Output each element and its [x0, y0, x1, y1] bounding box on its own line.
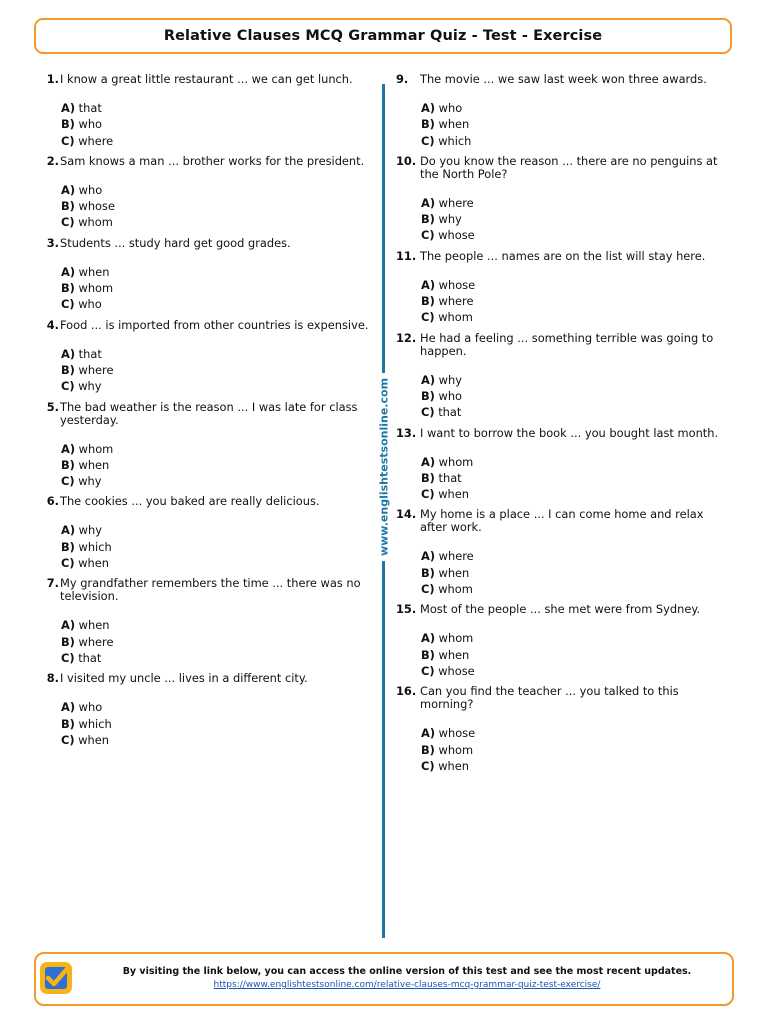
question-stem	[34, 495, 369, 508]
question-stem	[34, 155, 369, 168]
question-text: The people ... names are on the list will stay here.	[420, 248, 706, 263]
question-number: 2.	[46, 153, 59, 168]
question-item	[34, 155, 369, 231]
title-banner	[34, 18, 732, 54]
question-stem	[396, 427, 731, 440]
question-stem	[34, 73, 369, 86]
question-item	[34, 577, 369, 666]
option-letter: B)	[61, 539, 75, 554]
answer-options	[34, 346, 369, 395]
answer-options	[396, 372, 731, 421]
answer-option[interactable]	[421, 454, 731, 470]
option-text: whose	[438, 726, 476, 741]
question-stem	[396, 508, 731, 534]
option-letter: C)	[421, 133, 435, 148]
answer-options	[34, 522, 369, 571]
answer-option[interactable]	[61, 650, 369, 666]
question-number: 8.	[46, 671, 59, 686]
option-letter: B)	[421, 388, 435, 403]
option-letter: B)	[421, 294, 435, 309]
option-text: whom	[438, 582, 473, 597]
option-letter: C)	[61, 474, 75, 489]
option-letter: A)	[61, 182, 76, 197]
answer-option[interactable]	[421, 227, 731, 243]
answer-options	[396, 548, 731, 597]
option-text: whose	[78, 199, 115, 214]
answer-option[interactable]	[61, 378, 369, 394]
answer-option[interactable]	[421, 372, 731, 388]
question-number: 11.	[396, 248, 417, 263]
answer-option[interactable]	[61, 617, 369, 633]
option-text: whose	[438, 277, 476, 292]
option-text: that	[78, 101, 102, 115]
option-text: whose	[438, 663, 475, 678]
answer-option[interactable]	[421, 647, 731, 663]
option-letter: B)	[61, 199, 75, 214]
answer-option[interactable]	[421, 116, 731, 132]
answer-option[interactable]	[421, 581, 731, 597]
option-letter: B)	[61, 117, 75, 132]
option-letter: C)	[421, 663, 435, 678]
option-text: whom	[438, 454, 474, 469]
checkbox-check-icon	[40, 962, 72, 994]
question-text: The bad weather is the reason ... I was late for class yesterday.	[60, 399, 358, 427]
answer-option[interactable]	[61, 214, 369, 230]
question-text: My grandfather remembers the time ... there was no television.	[60, 576, 361, 604]
question-stem	[396, 603, 731, 616]
question-item	[396, 603, 731, 679]
question-number: 3.	[46, 235, 59, 250]
answer-options	[396, 277, 731, 326]
answer-option[interactable]	[61, 732, 369, 748]
option-text: when	[78, 732, 109, 747]
question-column-right	[396, 73, 731, 780]
answer-option[interactable]	[421, 100, 731, 116]
question-number: 10.	[396, 153, 417, 168]
answer-option[interactable]	[421, 277, 731, 293]
question-text: Sam knows a man ... brother works for the president.	[60, 153, 365, 168]
question-stem	[396, 250, 731, 263]
option-letter: A)	[421, 454, 436, 469]
answer-option[interactable]	[61, 182, 369, 198]
option-letter: B)	[61, 362, 75, 377]
option-letter: B)	[421, 470, 435, 485]
option-text: that	[78, 650, 102, 665]
option-text: why	[78, 474, 102, 489]
answer-option[interactable]	[61, 634, 369, 650]
option-letter: C)	[61, 556, 75, 571]
option-letter: C)	[421, 310, 435, 325]
question-text: The movie ... we saw last week won three awards.	[420, 72, 707, 86]
option-text: that	[438, 470, 462, 485]
option-text: why	[78, 523, 102, 538]
option-letter: C)	[421, 405, 435, 420]
option-letter: C)	[61, 650, 75, 665]
option-text: which	[78, 539, 112, 554]
answer-options	[34, 182, 369, 231]
option-text: why	[438, 372, 462, 387]
answer-option[interactable]	[61, 457, 369, 473]
option-letter: A)	[61, 101, 76, 115]
option-text: which	[438, 133, 472, 148]
option-letter: A)	[61, 618, 76, 633]
option-text: whom	[438, 742, 474, 757]
question-stem	[396, 332, 731, 358]
answer-option[interactable]	[421, 565, 731, 581]
answer-option[interactable]	[61, 522, 369, 538]
option-text: when	[78, 556, 109, 571]
option-text: when	[438, 487, 469, 502]
question-stem	[34, 319, 369, 332]
option-letter: C)	[421, 758, 435, 773]
option-text: why	[438, 212, 462, 227]
answer-option[interactable]	[421, 309, 731, 325]
option-text: where	[78, 362, 114, 377]
question-item	[396, 155, 731, 244]
question-item	[396, 427, 731, 503]
answer-option[interactable]	[61, 296, 369, 312]
footer-link[interactable]: https://www.englishtestsonline.com/relative-clauses-mcq-grammar-quiz-test-exercise/	[213, 980, 601, 990]
option-letter: C)	[421, 228, 435, 243]
answer-options	[396, 630, 731, 679]
option-letter: B)	[421, 742, 435, 757]
option-letter: A)	[61, 264, 76, 279]
question-text: I want to borrow the book ... you bought last month.	[420, 425, 719, 440]
answer-option[interactable]	[61, 441, 369, 457]
answer-option[interactable]	[61, 198, 369, 214]
question-number: 13.	[396, 425, 417, 440]
option-text: why	[78, 379, 102, 394]
option-letter: A)	[421, 726, 436, 741]
answer-option[interactable]	[421, 663, 731, 679]
option-text: where	[438, 195, 474, 210]
question-item	[34, 73, 369, 149]
answer-option[interactable]	[421, 630, 731, 646]
answer-option[interactable]	[61, 346, 369, 362]
option-text: who	[78, 117, 103, 132]
option-text: who	[78, 297, 102, 312]
question-stem	[34, 237, 369, 250]
answer-options	[396, 100, 731, 149]
option-text: when	[78, 618, 110, 633]
answer-option[interactable]	[61, 716, 369, 732]
question-stem	[34, 672, 369, 685]
answer-option[interactable]	[61, 100, 369, 116]
option-text: who	[78, 182, 103, 197]
answer-option[interactable]	[61, 280, 369, 296]
answer-option[interactable]	[61, 264, 369, 280]
option-letter: A)	[61, 700, 76, 715]
answer-option[interactable]	[61, 699, 369, 715]
question-item	[396, 73, 731, 149]
option-text: who	[78, 700, 103, 715]
question-text: Can you find the teacher ... you talked to this morning?	[420, 684, 679, 712]
option-letter: C)	[61, 215, 75, 230]
question-stem	[34, 577, 369, 603]
answer-option[interactable]	[61, 362, 369, 378]
answer-options	[396, 454, 731, 503]
option-text: that	[438, 405, 462, 420]
page-title: Relative Clauses MCQ Grammar Quiz - Test - Exercise	[163, 28, 603, 44]
answer-option[interactable]	[421, 758, 731, 774]
answer-option[interactable]	[421, 742, 731, 758]
question-number: 16.	[396, 684, 417, 699]
question-number: 4.	[46, 317, 59, 332]
option-letter: A)	[61, 346, 76, 361]
option-text: whom	[78, 215, 113, 230]
answer-option[interactable]	[421, 133, 731, 149]
option-letter: C)	[61, 133, 75, 148]
option-text: which	[78, 716, 112, 731]
question-text: Most of the people ... she met were from Sydney.	[420, 602, 701, 617]
question-text: I visited my uncle ... lives in a different city.	[60, 671, 308, 686]
answer-options	[34, 699, 369, 748]
answer-option[interactable]	[421, 293, 731, 309]
question-item	[34, 401, 369, 490]
option-text: when	[438, 565, 470, 580]
option-text: where	[78, 634, 114, 649]
option-letter: B)	[61, 634, 75, 649]
question-item	[34, 237, 369, 313]
option-letter: B)	[421, 212, 435, 227]
option-text: when	[78, 264, 110, 279]
option-letter: A)	[421, 372, 436, 387]
answer-option[interactable]	[61, 539, 369, 555]
question-item	[396, 508, 731, 597]
option-letter: A)	[421, 101, 436, 115]
option-letter: B)	[421, 117, 435, 132]
question-number: 7.	[46, 576, 59, 591]
option-text: where	[438, 549, 474, 564]
question-text: The cookies ... you baked are really delicious.	[60, 494, 320, 509]
question-number: 6.	[46, 494, 59, 509]
answer-options	[34, 100, 369, 149]
option-text: whom	[438, 310, 473, 325]
option-letter: A)	[421, 195, 436, 210]
question-item	[396, 685, 731, 774]
option-letter: A)	[421, 631, 436, 646]
answer-options	[396, 195, 731, 244]
footer-banner	[34, 952, 734, 1006]
watermark-url: www.englishtestsonline.com	[378, 373, 391, 561]
answer-options	[34, 441, 369, 490]
option-letter: C)	[421, 582, 435, 597]
option-text: when	[78, 457, 110, 472]
option-letter: A)	[61, 441, 76, 456]
option-letter: C)	[61, 732, 75, 747]
answer-option[interactable]	[421, 486, 731, 502]
option-text: when	[438, 647, 470, 662]
question-text: Food ... is imported from other countries is expensive.	[60, 317, 369, 332]
option-text: where	[438, 294, 474, 309]
question-item	[396, 332, 731, 421]
question-column-left	[34, 73, 369, 754]
option-text: who	[438, 101, 463, 115]
option-letter: A)	[421, 549, 436, 564]
answer-option[interactable]	[61, 116, 369, 132]
answer-option[interactable]	[421, 725, 731, 741]
question-item	[34, 495, 369, 571]
option-letter: A)	[421, 277, 436, 292]
answer-option[interactable]	[421, 211, 731, 227]
question-text: Do you know the reason ... there are no penguins at the North Pole?	[420, 153, 718, 181]
option-letter: A)	[61, 523, 76, 538]
option-letter: B)	[61, 716, 75, 731]
option-letter: C)	[421, 487, 435, 502]
option-text: whom	[78, 281, 114, 296]
question-stem	[34, 401, 369, 427]
question-number: 15.	[396, 602, 417, 617]
question-number: 5.	[46, 399, 59, 414]
question-text: My home is a place ... I can come home and relax after work.	[420, 507, 704, 535]
option-letter: B)	[61, 281, 75, 296]
option-text: that	[78, 346, 102, 361]
question-stem	[396, 73, 731, 86]
question-stem	[396, 685, 731, 711]
option-text: when	[438, 117, 470, 132]
question-text: I know a great little restaurant ... we can get lunch.	[60, 72, 353, 86]
option-letter: B)	[421, 647, 435, 662]
option-text: whom	[438, 631, 474, 646]
answer-option[interactable]	[61, 473, 369, 489]
option-text: when	[438, 758, 469, 773]
option-letter: C)	[61, 379, 75, 394]
question-item	[34, 319, 369, 395]
answer-option[interactable]	[421, 404, 731, 420]
question-item	[396, 250, 731, 326]
question-number: 1.	[46, 72, 59, 86]
option-text: where	[78, 133, 114, 148]
footer-text: By visiting the link below, you can access the online version of this test and see the most recent updates.	[122, 966, 692, 977]
question-item	[34, 672, 369, 748]
question-number: 9.	[396, 72, 409, 86]
option-text: whose	[438, 228, 475, 243]
option-letter: B)	[421, 565, 435, 580]
question-text: He had a feeling ... something terrible was going to happen.	[420, 330, 714, 358]
answer-option[interactable]	[421, 548, 731, 564]
option-text: whom	[78, 441, 114, 456]
answer-option[interactable]	[421, 470, 731, 486]
answer-option[interactable]	[61, 555, 369, 571]
question-number: 12.	[396, 330, 417, 345]
option-letter: C)	[61, 297, 75, 312]
answer-option[interactable]	[421, 195, 731, 211]
question-number: 14.	[396, 507, 417, 522]
option-letter: B)	[61, 457, 75, 472]
question-text: Students ... study hard get good grades.	[60, 235, 291, 250]
option-text: who	[438, 388, 463, 403]
answer-option[interactable]	[421, 388, 731, 404]
answer-option[interactable]	[61, 133, 369, 149]
answer-options	[396, 725, 731, 774]
answer-options	[34, 617, 369, 666]
answer-options	[34, 264, 369, 313]
question-stem	[396, 155, 731, 181]
